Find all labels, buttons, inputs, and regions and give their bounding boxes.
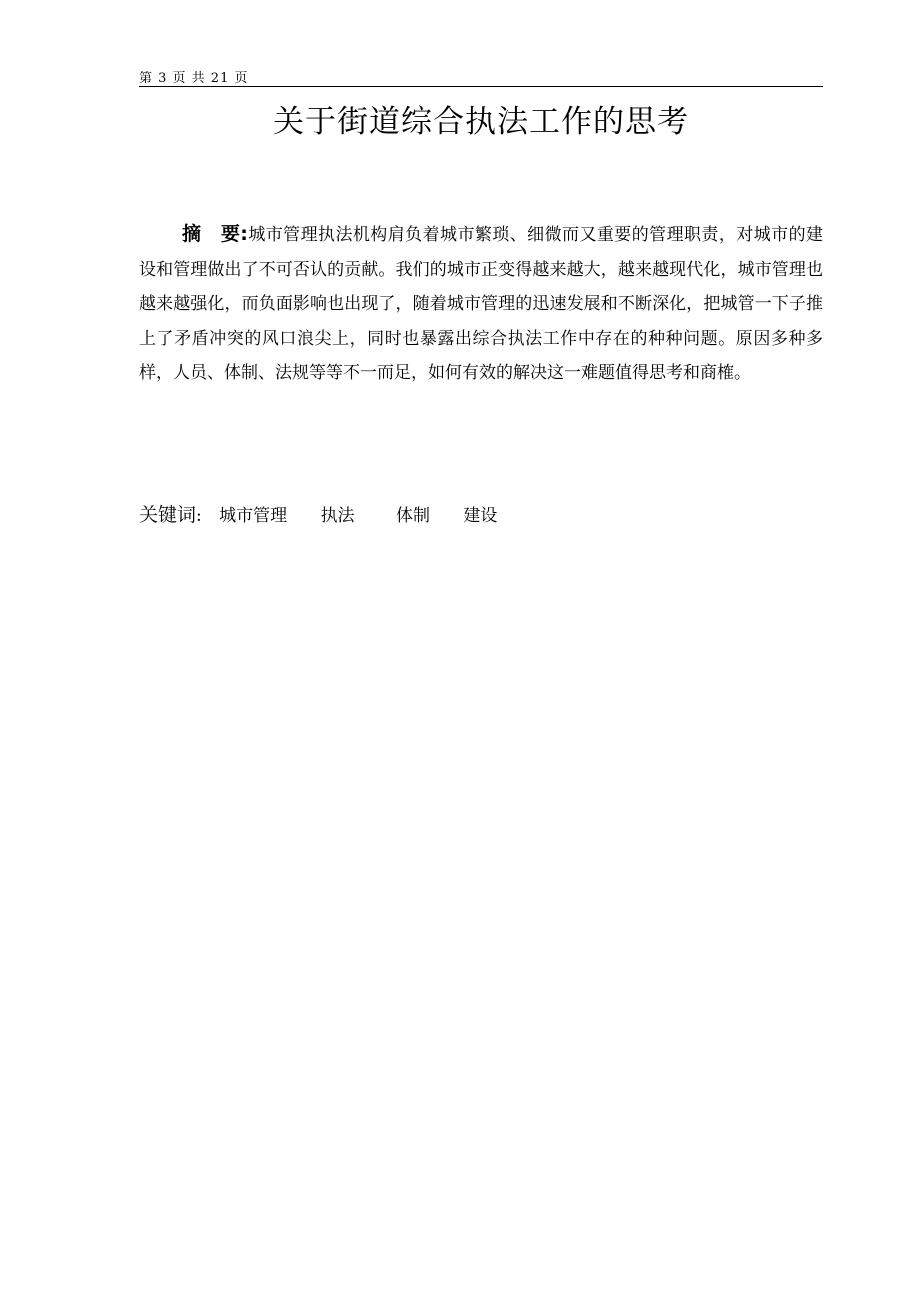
abstract-label: 摘 要: — [182, 223, 248, 245]
keyword-item: 体制 — [395, 506, 430, 526]
abstract-paragraph — [139, 217, 823, 391]
keywords-colon: : — [196, 506, 202, 526]
page-header — [139, 64, 823, 87]
keyword-item: 执法 — [320, 506, 355, 526]
keyword-item: 建设 — [463, 506, 498, 526]
document-title: 关于街道综合执法工作的思考 — [273, 104, 689, 140]
keyword-item: 城市管理 — [219, 506, 288, 526]
page-number: 第 3 页 共 21 页 — [139, 71, 249, 86]
keywords-label: 关键词 — [139, 504, 197, 526]
abstract-text: 城市管理执法机构肩负着城市繁琐、细微而又重要的管理职责，对城市的建设和管理做出了不可否认的贡献。我们的城市正变得越来越大，越来越现代化，城市管理也越来越强化，而负面影响也出现了，随着城市管理的迅速发展和不断深化，把城管一下子推上了矛盾冲突的风口浪尖上，同时也暴露出综合执法工作中存在的种种问题。原因多种多样，人员、体制、法规等等不一而足，如何有效的解决这一难题值得思考和商榷。 — [139, 225, 823, 384]
keywords-line — [139, 500, 823, 531]
